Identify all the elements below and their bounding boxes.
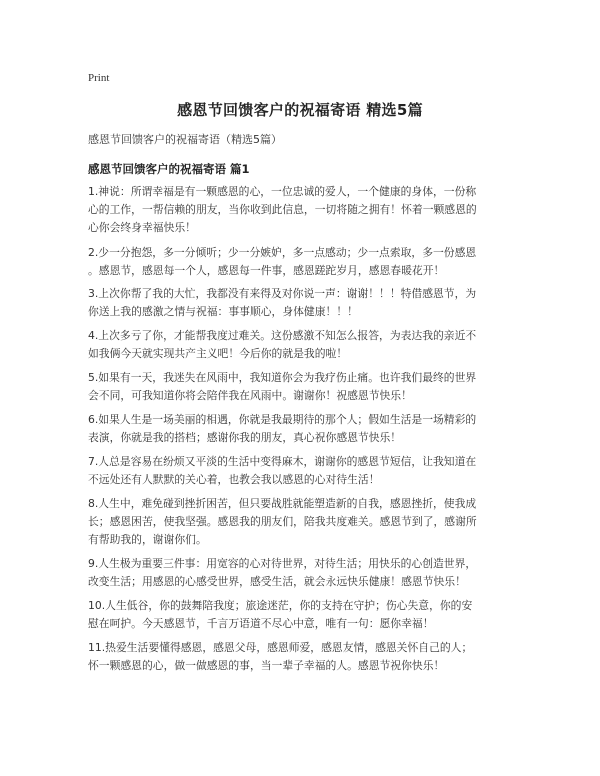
paragraph-11: 11.热爱生活要懂得感恩，感恩父母，感恩师爱，感恩友情，感恩关怀自己的人； 怀一颗感恩的心，做一做感恩的事，当一辈子幸福的人。感恩节祝你快乐！ <box>88 641 473 672</box>
paragraph-9: 9.人生极为重要三件事：用宽容的心对待世界，对待生活；用快乐的心创造世界， 改变生活；用感恩的心感受世界，感受生活，就会永远快乐健康！感恩节快乐！ <box>88 557 477 588</box>
paragraph-6: 6.如果人生是一场美丽的相遇，你就是我最期待的那个人；假如生活是一场精彩的 表演，你就是我的搭档；感谢你我的朋友，真心祝你感恩节快乐！ <box>88 413 477 444</box>
paragraph-5: 5.如果有一天，我迷失在风雨中，我知道你会为我疗伤止痛。也许我们最终的世界 会不同，可我知道你将会陪伴我在风雨中。谢谢你！祝感恩节快乐！ <box>88 371 477 402</box>
paragraph-1: 1.神说：所谓幸福是有一颗感恩的心，一位忠诚的爱人，一个健康的身体，一份称 心的工作，一帮信赖的朋友，当你收到此信息，一切将随之拥有！怀着一颗感恩的 心你会终身幸福快乐！ <box>88 185 477 234</box>
paragraph-3: 3.上次你帮了我的大忙，我都没有来得及对你说一声：谢谢！！！特借感恩节，为 你送上我的感激之情与祝福：事事顺心，身体健康！！！ <box>88 287 477 318</box>
section-heading: 感恩节回馈客户的祝福寄语 篇1 <box>88 162 250 176</box>
paragraph-2: 2.少一分抱怨，多一分倾听；少一分嫉妒，多一点感动；少一点索取，多一份感恩 。感恩节，感恩每一个人，感恩每一件事，感恩蹉跎岁月，感恩春暖花开！ <box>88 246 477 277</box>
print-link[interactable]: Print <box>88 72 110 84</box>
paragraph-4: 4.上次多亏了你，才能帮我度过难关。这份感激不知怎么报答，为表达我的亲近不 如我俩今天就实现共产主义吧！今后你的就是我的啦！ <box>88 329 477 360</box>
paragraph-8: 8.人生中，难免碰到挫折困苦，但只要战胜就能塑造新的自我，感恩挫折，使我成 长；感恩困苦，使我坚强。感恩我的朋友们，陪我共度难关。感恩节到了，感谢所 有帮助我的，谢谢你们。 <box>88 497 477 546</box>
paragraph-7: 7.人总是容易在纷烦又平淡的生活中变得麻木，谢谢你的感恩节短信，让我知道在 不远处还有人默默的关心着，也教会我以感恩的心对待生活！ <box>88 455 477 486</box>
page-title: 感恩节回馈客户的祝福寄语 精选5篇 <box>177 101 423 119</box>
paragraph-10: 10.人生低谷，你的鼓舞陪我度；旅途迷茫，你的支持在守护；伤心失意，你的安 慰在呵护。今天感恩节，千言万语道不尽心中意，唯有一句：愿你幸福！ <box>88 599 473 630</box>
document-subtitle: 感恩节回馈客户的祝福寄语（精选5篇） <box>88 133 282 146</box>
